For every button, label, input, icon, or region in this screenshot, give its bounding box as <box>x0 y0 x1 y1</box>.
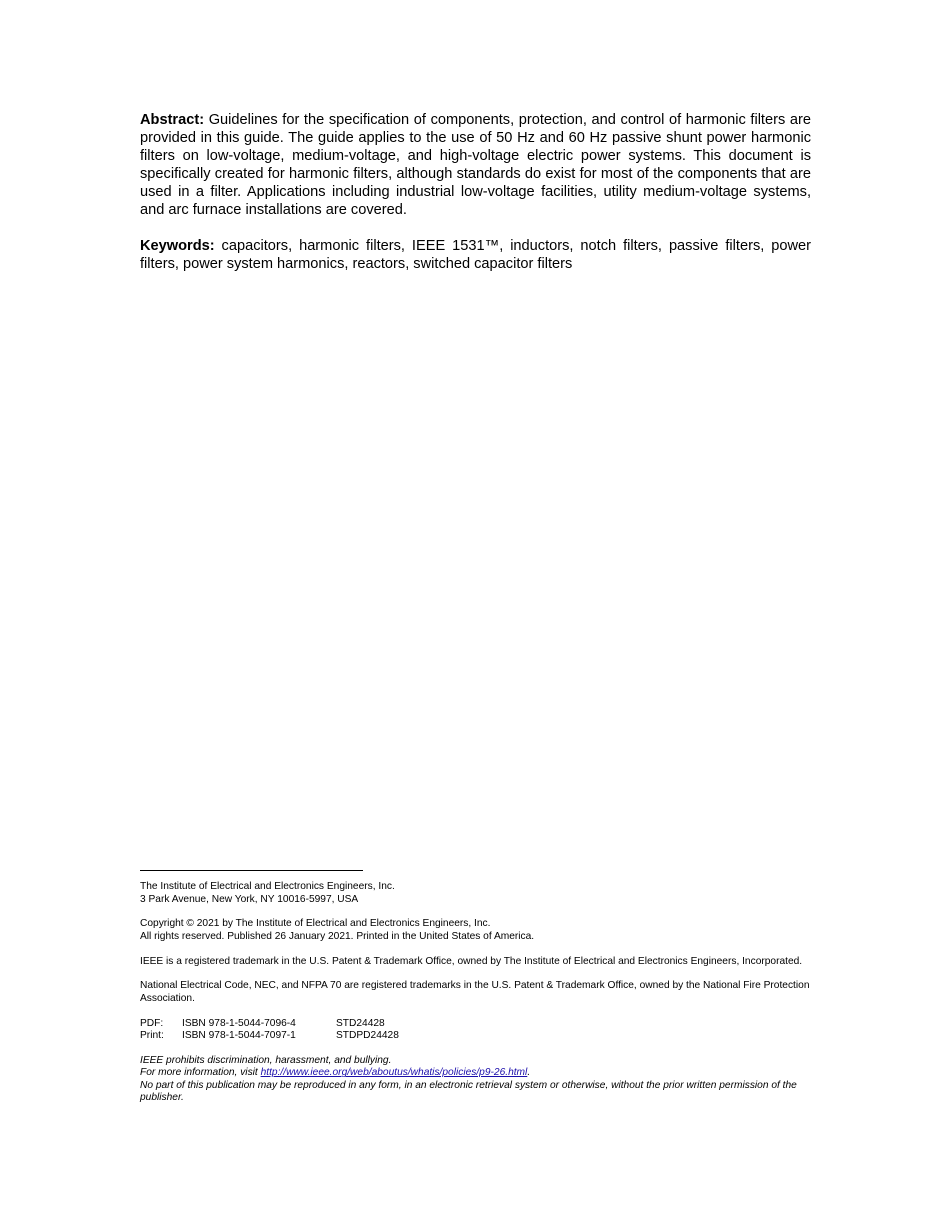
abstract-text: Guidelines for the specification of components, protection, and control of harmonic filters are provided in this guide. The guide applies to the use of 50 Hz and 60 Hz passive shunt power harmonic filters on low-voltage, medium-voltage, and high-voltage electric power systems. This document is specifically created for harmonic filters, although standards do exist for most of the components that are used in a filter. Applications including industrial low-voltage facilities, utility medium-voltage systems, and arc furnace installations are covered. <box>140 112 811 218</box>
footnote-divider <box>140 870 363 871</box>
product-code: STDPD24428 <box>336 1030 399 1042</box>
policy-line-2-prefix: For more information, visit <box>140 1067 261 1079</box>
keywords-label: Keywords: <box>140 238 215 254</box>
isbn-table <box>140 1018 399 1043</box>
policy-line-1: IEEE prohibits discrimination, harassment, and bullying. <box>140 1054 392 1066</box>
keywords-text: capacitors, harmonic filters, IEEE 1531™, inductors, notch filters, passive filters, power filters, power system harmonics, reactors, switched capacitor filters <box>140 238 811 272</box>
copyright-line-2: All rights reserved. Published 26 January 2021. Printed in the United States of America. <box>140 930 535 942</box>
isbn-number: ISBN 978-1-5044-7096-4 <box>182 1017 296 1029</box>
abstract-paragraph <box>140 111 811 219</box>
publisher-name: The Institute of Electrical and Electronics Engineers, Inc. <box>140 881 395 892</box>
ieee-trademark-notice: IEEE is a registered trademark in the U.S. Patent & Trademark Office, owned by The Institute of Electrical and Electronics Engineers, Incorporated. <box>140 955 803 967</box>
publisher-block <box>140 881 812 906</box>
isbn-number: ISBN 978-1-5044-7097-1 <box>182 1030 296 1042</box>
product-code: STD24428 <box>336 1017 385 1029</box>
isbn-format: PDF: <box>140 1017 164 1029</box>
isbn-format: Print: <box>140 1030 164 1042</box>
reproduction-notice: No part of this publication may be reproduced in any form, in an electronic retrieval system or otherwise, without the prior written permission of the publisher. <box>140 1079 797 1104</box>
policy-link[interactable]: http://www.ieee.org/web/aboutus/whatis/policies/p9-26.html <box>260 1067 528 1079</box>
isbn-row-print <box>140 1030 399 1043</box>
copyright-line-1: Copyright © 2021 by The Institute of Electrical and Electronics Engineers, Inc. <box>140 918 491 930</box>
policy-line-2-suffix: . <box>527 1067 531 1079</box>
abstract-section <box>140 111 811 273</box>
nec-trademark-notice: National Electrical Code, NEC, and NFPA 70 are registered trademarks in the U.S. Patent & Trademark Office, owned by the National Fire Protection Association. <box>140 980 810 1004</box>
copyright-block <box>140 918 812 943</box>
policy-notice <box>140 1055 812 1105</box>
abstract-label: Abstract: <box>140 112 205 128</box>
keywords-paragraph <box>140 237 811 273</box>
copyright-footer <box>140 881 812 1105</box>
publisher-address: 3 Park Avenue, New York, NY 10016-5997, USA <box>140 893 359 905</box>
policy-line-2 <box>140 1067 812 1080</box>
isbn-row-pdf <box>140 1018 399 1031</box>
